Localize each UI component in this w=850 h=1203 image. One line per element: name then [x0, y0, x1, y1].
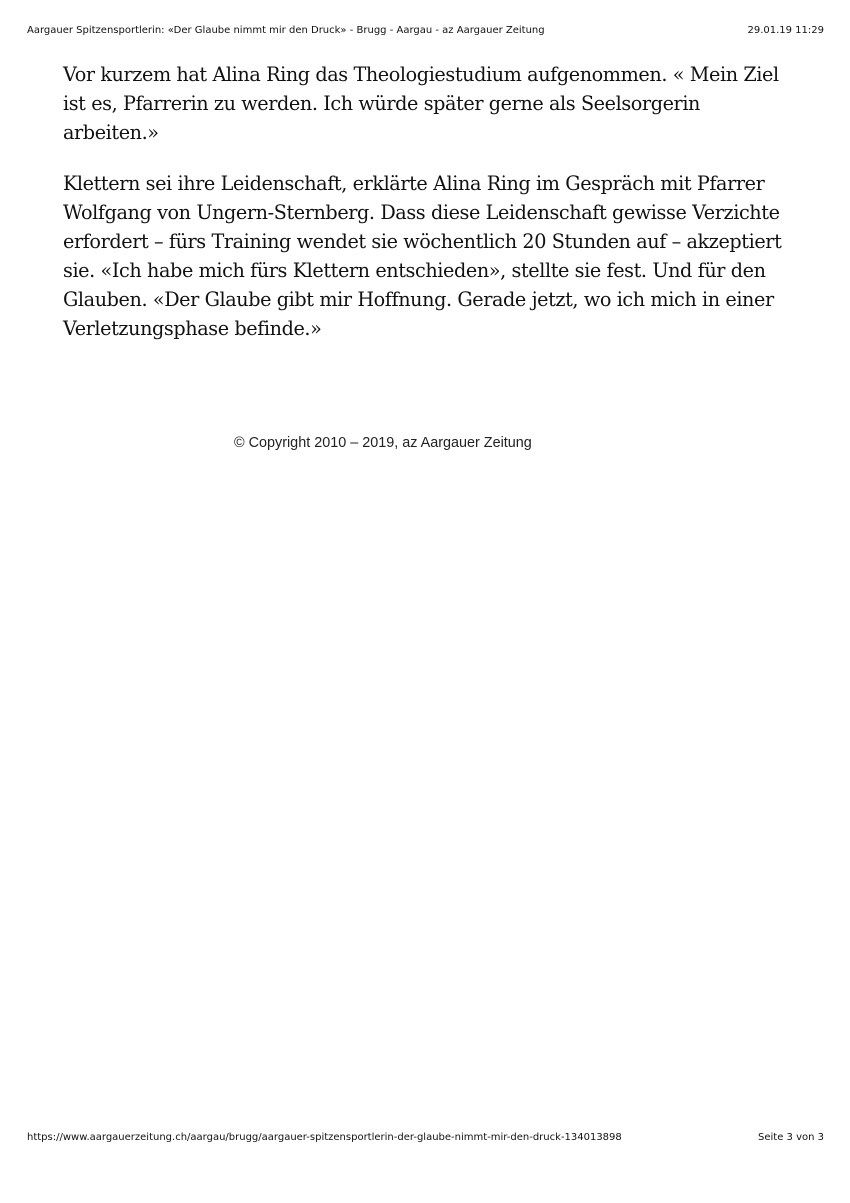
print-footer	[27, 1131, 824, 1145]
article-paragraph: Klettern sei ihre Leidenschaft, erklärte Alina Ring im Gespräch mit Pfarrer Wolfgang von Ungern-Sternberg. Dass diese Leidenschaft gewisse Verzichte erfordert – fürs Training wendet sie wöchentlich 20 Stunden auf – akzeptiert sie. «Ich habe mich fürs Klettern entschieden», stellte sie fest. Und für den Glauben. «Der Glaube gibt mir Hoffnung. Gerade jetzt, wo ich mich in einer Verletzungsphase befinde.»	[63, 172, 782, 340]
print-header	[27, 24, 824, 38]
article-body	[63, 60, 798, 365]
print-timestamp: 29.01.19 11:29	[747, 25, 824, 36]
copyright-notice: © Copyright 2010 – 2019, az Aargauer Zeitung	[234, 435, 532, 451]
page-indicator: Seite 3 von 3	[758, 1132, 824, 1143]
page-title: Aargauer Spitzensportlerin: «Der Glaube nimmt mir den Druck» - Brugg - Aargau - az Aargauer Zeitung	[27, 25, 545, 36]
article-paragraph: Vor kurzem hat Alina Ring das Theologiestudium aufgenommen. « Mein Ziel ist es, Pfarrerin zu werden. Ich würde später gerne als Seelsorgerin arbeiten.»	[63, 63, 779, 144]
page-url: https://www.aargauerzeitung.ch/aargau/brugg/aargauer-spitzensportlerin-der-glaube-nimmt-mir-den-druck-134013898	[27, 1132, 622, 1143]
